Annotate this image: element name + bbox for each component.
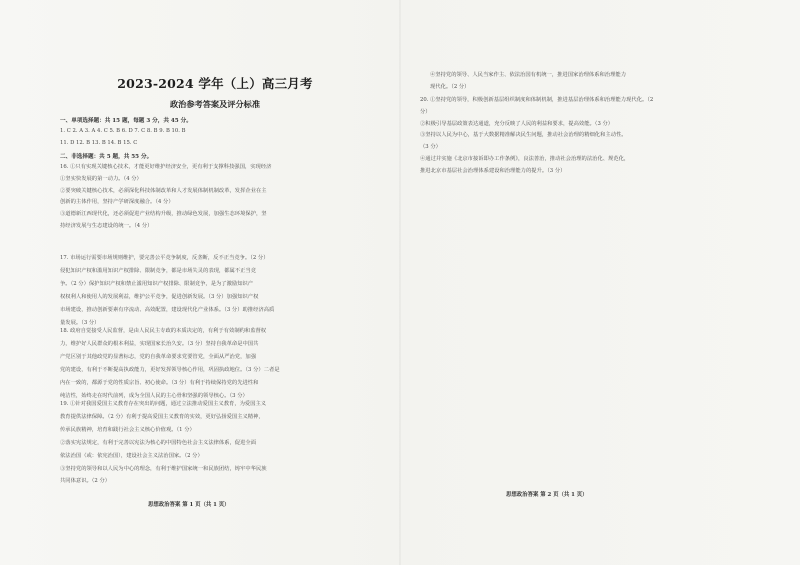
text-line: ④坚持党的领导、人民当家作主、依法治国有机统一，推进国家治理体系和治理能力 — [430, 72, 626, 78]
text-line: 18. 政府自觉接受人民监督，是由人民民主专政的本质决定的，有利于有效制约和监督权 — [60, 328, 267, 334]
text-line: 持经济发展与生态建设的统一。（4 分） — [60, 222, 153, 229]
text-line: （3 分） — [420, 144, 441, 151]
text-line: ③道德新江西现代化，还必须促进产业结构升级，推动绿色发展，加强生态环境保护，坚 — [60, 211, 267, 218]
question-17 — [60, 252, 274, 329]
text-line: 创新的主体作用，坚持产学研深度融合。（4 分） — [60, 199, 174, 206]
text-line: ③坚持以人民为中心，基于大数据精准解决民生问题，推动社会治理的精细化和主动性。 — [420, 132, 627, 139]
right-page — [400, 0, 800, 565]
text-line: 17. 市场运行需要市场规则维护，要完善公平竞争制度，反垄断，反不正当竞争。（2 分） — [60, 255, 269, 261]
text-line: 纯洁性，始终走在时代前列，成为全国人民的主心骨和坚强的领导核心。（3 分） — [60, 392, 248, 399]
text-line: 分） — [420, 108, 431, 115]
page-footer: 思想政治答案 第 1 页（共 1 页） — [148, 502, 230, 508]
text-line: ①坚实快发展的第一动力。（4 分） — [60, 175, 142, 182]
text-line: 推进北京市基层社会治理体系建设和治理能力的提升。（3 分） — [420, 167, 566, 174]
text-line: 量发展。（3 分） — [60, 319, 100, 326]
text-line: 党的建设，有利于不断提高执政能力，更好发挥领导核心作用，巩固执政地位。（3 分）二者是 — [60, 366, 280, 373]
text-line: 20. ①坚持党的领导，积极创新基层组织制度和体制机制，推进基层治理体系和治理能力现代化。（2 — [420, 97, 654, 103]
text-line: 内在一致的，都源于党的性质宗旨、初心使命。（3 分）有利于持续保持党的先进性和 — [60, 379, 259, 386]
text-line: 侵犯知识产权和滥用知识产权排除、限制竞争，都是市场失灵的表现，都属不正当竞 — [60, 267, 256, 274]
text-line: 教育提供法律保障。（2 分）有利于提高爱国主义教育的实效，更好弘扬爱国主义精神， — [60, 413, 264, 420]
section-heading-choice: 一、单项选择题：共 15 题，每题 3 分，共 45 分。 — [60, 118, 192, 124]
question-18 — [60, 325, 280, 402]
text-line: 权权利人和使用人的发展利益，维护公平竞争，促进创新发展。（3 分）加强知识产权 — [60, 293, 259, 300]
text-line: 产党区别于其他政党的显著标志，党的自我革命要求党要管党，全面从严治党，加强 — [60, 353, 256, 360]
text-line: ③坚持党的领导和以人民为中心的理念，有利于维护国家统一和民族团结，铸牢中华民族 — [60, 465, 267, 472]
text-line: 依法治国（或：依宪治国），建设社会主义法治国家。（2 分） — [60, 452, 203, 459]
text-line: 16. ①只有实现关键核心技术，才能更好维护经济安全，更有利于支撑科技强国，实现经济 — [60, 164, 272, 170]
text-line: 共同体意识。（2 分） — [60, 478, 111, 485]
text-line: ②落实宪法规定，有利于完善以宪法为核心的中国特色社会主义法律体系，促进全面 — [60, 439, 256, 446]
text-line: 争。（2 分）保护知识产权和禁止滥用知识产权排除、限制竞争，是为了激励知识产 — [60, 280, 254, 287]
page-footer: 思想政治答案 第 2 页（共 1 页） — [506, 492, 588, 498]
text-line: 力，维护好人民群众的根本利益，实现国家长治久安。（3 分）坚持自我革命是中国共 — [60, 340, 259, 347]
text-line: ④通过并实施《北京市接诉即办工作条例》，良法善治，推动社会治理的法治化、规范化， — [420, 155, 630, 162]
text-line: 现代化。（2 分） — [430, 83, 470, 90]
question-19-continued — [430, 70, 626, 94]
section-heading-essay: 二、非选择题：共 5 题，共 55 分。 — [60, 154, 153, 160]
text-line: 19. ①针对我国爱国主义教育存在突出的问题，通过立法推动爱国主义教育，为爱国主义 — [60, 401, 267, 407]
question-20 — [420, 95, 653, 178]
answers-row-1: 1. C 2. A 3. A 4. C 5. B 6. D 7. C 8. B 9. B 10. B — [60, 128, 186, 134]
question-16 — [60, 162, 271, 233]
text-line: ②要突破关键核心技术，必须深化科技体制改革和人才发展体制机制改革，发挥企业在主 — [60, 187, 267, 194]
question-19 — [60, 398, 267, 488]
text-line: 市场建设，推动创新要素有序流动、高效配置，建设现代化产业体系。（3 分）助推经济高质 — [60, 306, 275, 313]
answers-row-2: 11. D 12. B 13. B 14. B 15. C — [60, 140, 138, 146]
text-line: ②积极引导基层政策表达通道，充分反映了人民的利益和要求，提高效能。（3 分） — [420, 120, 614, 127]
page-title: 2023-2024 学年（上）高三月考 — [117, 76, 313, 91]
page-subtitle: 政治参考答案及评分标准 — [169, 99, 261, 109]
text-line: 传承民族精神，培育和践行社会主义核心价值观。（1 分） — [60, 426, 195, 433]
